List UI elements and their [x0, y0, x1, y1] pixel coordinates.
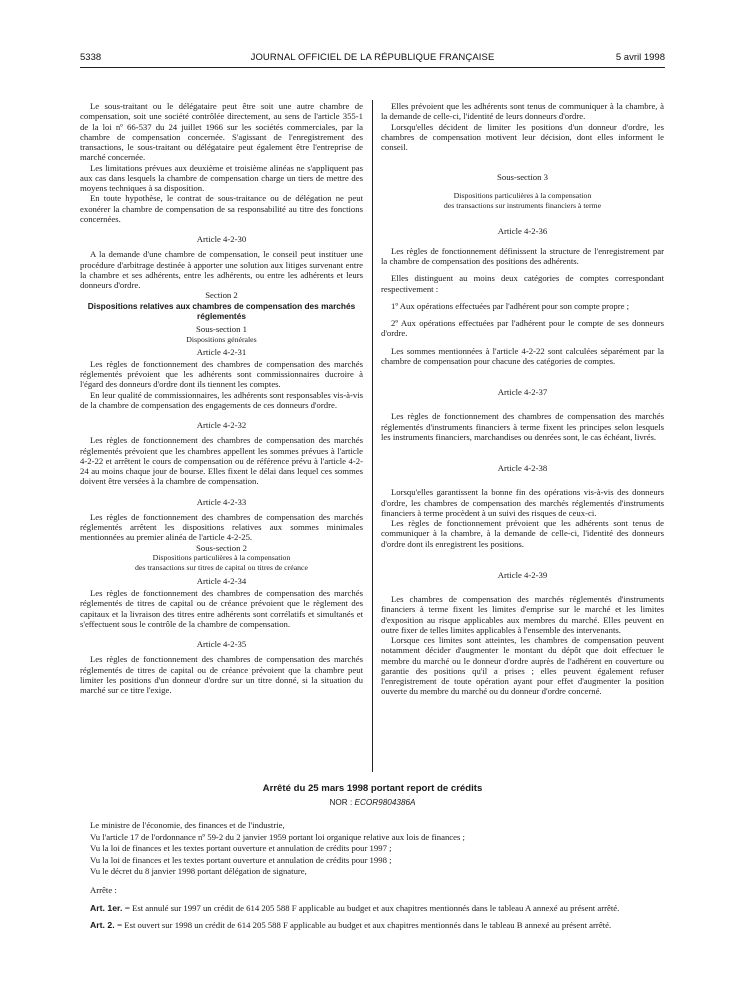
- article-heading: Article 4-2-38: [497, 463, 548, 473]
- subsection-title: Dispositions particulières à la compensation: [152, 552, 291, 562]
- paragraph: Les règles de fonctionnement définissent la structure de l'enregistrement par la chambre de compensation des positions des adhérents.: [381, 245, 664, 266]
- article-heading: Article 4-2-35: [196, 639, 247, 650]
- journal-title: JOURNAL OFFICIEL DE LA RÉPUBLIQUE FRANÇAISE: [250, 52, 495, 63]
- spacer: [381, 339, 664, 346]
- paragraph: Le sous-traitant ou le délégataire peut être soit une autre chambre de compensation, soit une société contrôlée directement, au sens de l'article 355-1 de la loi nº 66-537 du 24 juillet 1966 sur les sociétés commerciales, par la chambre de compensation concernée. S'agissant de l'enregistrement des transactions, le sous-traitant ou délégataire peut également être l'entreprise de marché concernée.: [80, 101, 363, 163]
- decree-line: Vu la loi de finances et les textes portant ouverture et annulation de crédits pour 1997 ;: [90, 843, 392, 854]
- left-column: [80, 101, 363, 695]
- paragraph: 1º Aux opérations effectuées par l'adhérent pour son compte propre ;: [391, 300, 630, 311]
- article-one: [80, 903, 665, 914]
- subsection-heading: Sous-section 3: [497, 172, 548, 183]
- article-heading: Article 4-2-37: [497, 387, 548, 397]
- paragraph: Lorsqu'elles décident de limiter les positions d'un donneur d'ordre, les chambres de compensation motivent leur décision, dont elles informent le conseil.: [381, 121, 664, 152]
- article-text: Est annulé sur 1997 un crédit de 614 205 588 F applicable au budget et aux chapitres mentionnés dans le tableau A annexé au présent arrêté.: [132, 902, 620, 913]
- decree-section: [80, 782, 665, 938]
- paragraph: En leur qualité de commissionnaires, les adhérents sont responsables vis-à-vis de la chambre de compensation des engagements de ces donneurs d'ordre.: [80, 389, 363, 410]
- decree-line: Vu l'article 17 de l'ordonnance nº 59-2 du 2 janvier 1959 portant loi organique relative aux lois de finances ;: [90, 831, 465, 842]
- arrete-label: Arrête :: [90, 885, 117, 896]
- decree-line: Le ministre de l'économie, des finances et de l'industrie,: [90, 820, 285, 831]
- paragraph: Les règles de fonctionnement prévoient que les adhérents sont tenus de communiquer à la chambre, à la demande de celle-ci, l'identité des donneurs d'ordre dont ils enregistrent les positions.: [381, 518, 664, 549]
- subsection-heading: Sous-section 1: [196, 324, 247, 335]
- paragraph: Lorsque ces limites sont atteintes, les chambres de compensation peuvent notamment décider d'augmenter le montant du dépôt que doit effectuer le membre du marché ou le donneur d'ordre auprès de l'adhérent en couverture ou garantie des positions qu'il a prises ; elles peuvent également refuser l'enregistrement de toute opération ayant pour effet d'augmenter la position ouverte du membre du marché ou du donneur d'ordre concerné.: [381, 635, 664, 697]
- paragraph: Lorsqu'elles garantissent la bonne fin des opérations vis-à-vis des donneurs d'ordre, les chambres de compensation des marchés réglementés d'instruments financiers à terme procèdent à un suivi des risques de ceux-ci.: [381, 487, 664, 518]
- decree-title: Arrêté du 25 mars 1998 portant report de crédits: [262, 783, 483, 794]
- article-heading: Article 4-2-36: [497, 225, 548, 236]
- subsection-title: Dispositions particulières à la compensation: [453, 190, 592, 200]
- subsection-title: des transactions sur titres de capital ou titres de créance: [135, 562, 308, 572]
- paragraph: Les limitations prévues aux deuxième et troisième alinéas ne s'appliquent pas aux cas dans lesquels la chambre de compensation charge un tiers de mettre des moyens techniques à sa disposition.: [80, 162, 363, 193]
- paragraph: Les règles de fonctionnement des chambres de compensation des marchés réglementés de titres de capital ou de créance prévoient que la chambre peut limiter les positions d'un donneur d'ordre sur un titre donné, si la situation du marché sur ce titre l'exige.: [80, 654, 363, 696]
- article-heading: Article 4-2-39: [497, 569, 548, 580]
- article-heading: Article 4-2-34: [196, 575, 247, 586]
- nor-label: NOR :: [329, 798, 353, 807]
- section-title: Dispositions relatives aux chambres de compensation des marchés réglementés: [87, 300, 356, 321]
- header-rule: [80, 67, 665, 68]
- page-header: [80, 52, 665, 66]
- article-heading: Article 4-2-33: [196, 496, 247, 507]
- decree-line: Vu la loi de finances et les textes portant ouverture et annulation de crédits pour 1998 ;: [90, 854, 392, 865]
- paragraph: Les règles de fonctionnement des chambres de compensation des marchés réglementés d'instruments financiers à terme fixent les principes selon lesquels les instruments financiers, marchandises ou denrées sont, le cas échéant, livrés.: [381, 411, 664, 442]
- paragraph: Elles distinguent au moins deux catégories de comptes correspondant respectivement :: [381, 273, 664, 294]
- article-label: Art. 1er. −: [90, 902, 130, 913]
- column-divider: [372, 100, 373, 772]
- article-heading: Article 4-2-30: [196, 234, 247, 244]
- paragraph: 2º Aux opérations effectuées par l'adhérent pour le compte de ses donneurs d'ordre.: [381, 318, 664, 339]
- article-text: Est ouvert sur 1998 un crédit de 614 205 588 F applicable au budget et aux chapitres mentionnés dans le tableau B annexé au présent arrêté.: [124, 920, 612, 931]
- spacer: [381, 266, 664, 273]
- paragraph: Les règles de fonctionnement des chambres de compensation des marchés réglementés prévoient que les chambres appellent les sommes prévues à l'article 4-2-22 et arrêtent le cours de compensation ou de référence prévu à l'article 4-2-24 au moins chaque jour de bourse. Elles fixent le délai dans lequel ces sommes doivent être versées à la chambre de compensation.: [80, 435, 363, 487]
- subsection-heading: Sous-section 2: [196, 542, 247, 553]
- paragraph: Les règles de fonctionnement des chambres de compensation des marchés réglementés de titres de capital ou de créance prévoient que le règlement des capitaux et la livraison des titres entre adhérents sont corrélatifs et simultanés et s'effectuent sous le contrôle de la chambre de compensation.: [80, 588, 363, 629]
- issue-date: 5 avril 1998: [615, 52, 665, 63]
- paragraph: Les sommes mentionnées à l'article 4-2-22 sont calculées séparément par la chambre de compensation pour chacune des catégories de comptes.: [381, 345, 664, 366]
- nor-code: ECOR9804386A: [354, 798, 416, 807]
- subsection-title: Dispositions générales: [186, 334, 257, 344]
- subsection-title: des transactions sur instruments financiers à terme: [443, 200, 602, 210]
- spacer: [381, 294, 664, 301]
- decree-line: Vu le décret du 8 janvier 1998 portant délégation de signature,: [90, 866, 307, 877]
- paragraph: Elles prévoient que les adhérents sont tenus de communiquer à la chambre, à la demande de celle-ci, l'identité de leurs donneurs d'ordre.: [381, 101, 664, 122]
- paragraph: A la demande d'une chambre de compensation, le conseil peut instituer une procédure d'arbitrage destinée à apporter une solution aux litiges survenant entre la chambre et ses adhérents, entre les adhérents, ou entre les adhérents et leurs donneurs d'ordre.: [80, 249, 363, 290]
- paragraph: En toute hypothèse, le contrat de sous-traitance ou de délégation ne peut exonérer la chambre de compensation de sa responsabilité au titre des fonctions concernées.: [80, 193, 363, 224]
- article-label: Art. 2. −: [90, 920, 123, 931]
- article-two: [80, 920, 665, 931]
- nor-reference: [80, 797, 665, 808]
- spacer: [381, 311, 664, 318]
- section-heading: Section 2: [205, 290, 238, 301]
- paragraph: Les règles de fonctionnement des chambres de compensation des marchés réglementés prévoient que les adhérents sont commissionnaires ducroire à l'égard des donneurs d'ordre dont ils tiennent les comptes.: [80, 358, 363, 390]
- right-column: [381, 101, 664, 697]
- article-heading: Article 4-2-32: [196, 420, 247, 431]
- paragraph: Les chambres de compensation des marchés réglementés d'instruments financiers à terme fixent les limites d'emprise sur le marché et les limites d'exposition au risque applicables aux membres du marché. Elles peuvent en outre fixer de telles limites applicables à l'ensemble des intervenants.: [381, 594, 664, 635]
- paragraph: Les règles de fonctionnement des chambres de compensation des marchés réglementés arrêtent les dispositions relatives aux sommes minimales mentionnées au premier alinéa de l'article 4-2-25.: [80, 511, 363, 543]
- article-heading: Article 4-2-31: [196, 346, 247, 357]
- page-number: 5338: [80, 52, 102, 63]
